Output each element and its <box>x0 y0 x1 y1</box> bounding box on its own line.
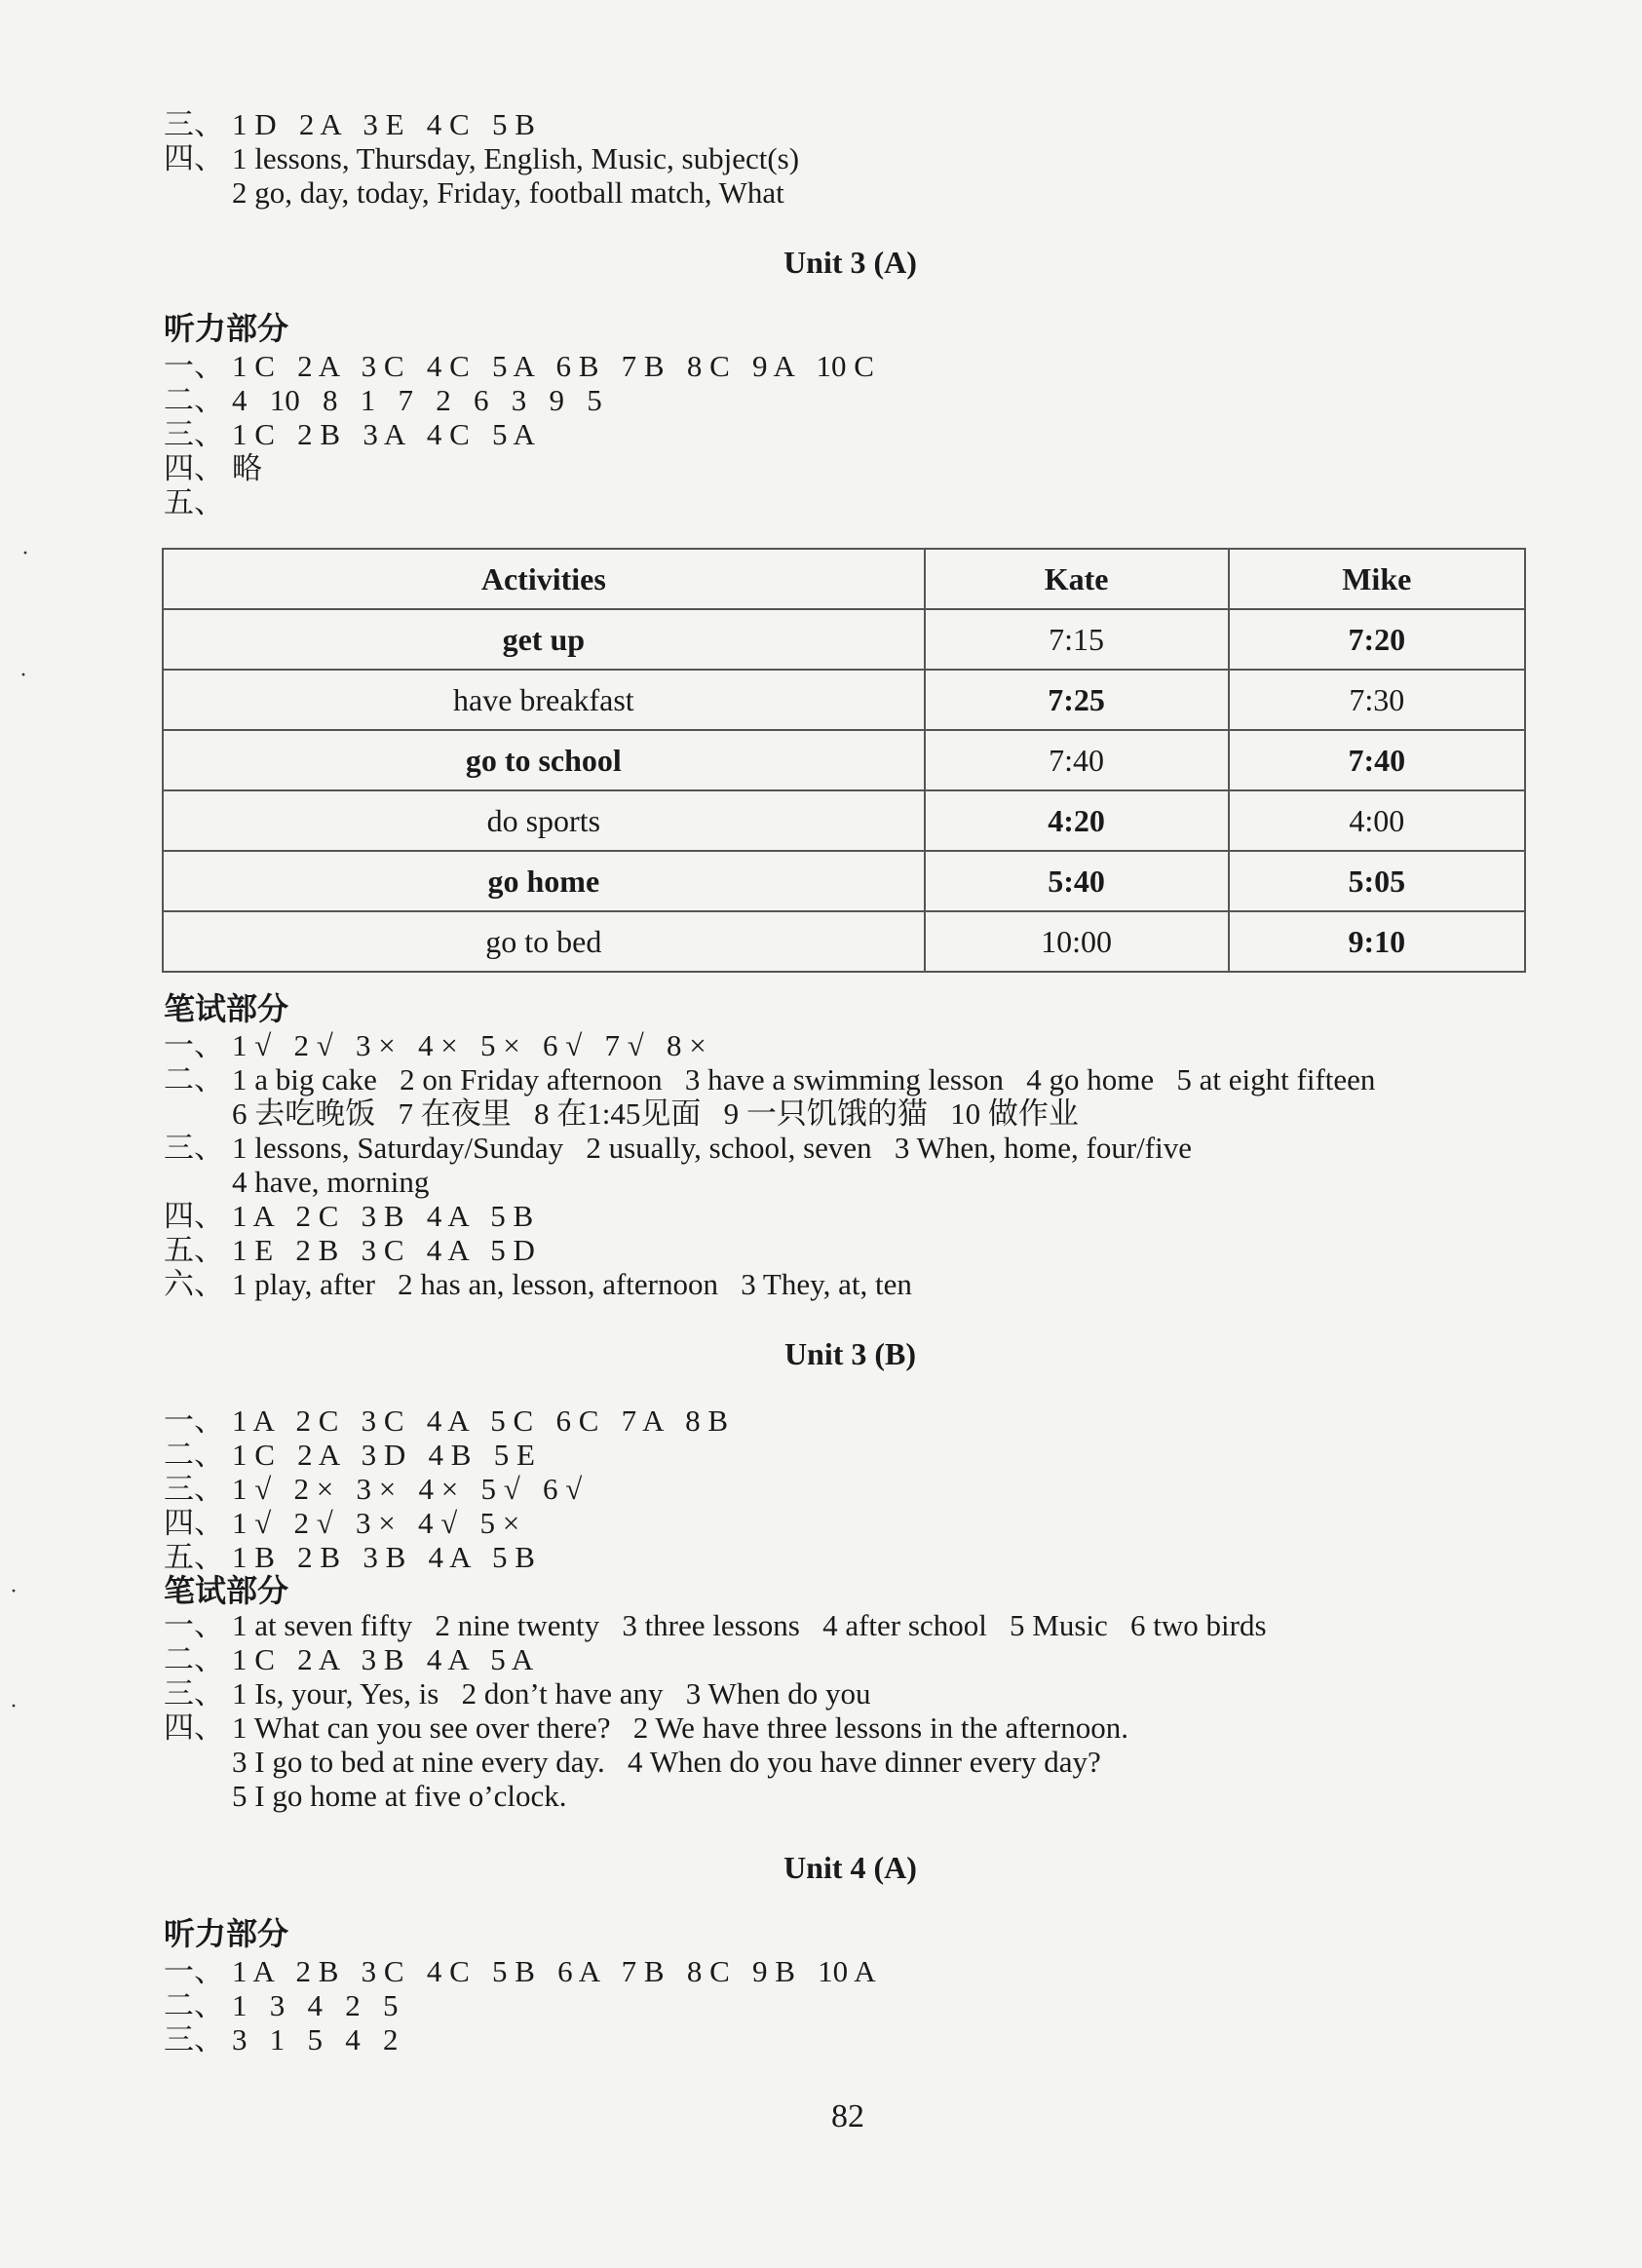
table-cell: 5:05 <box>1229 851 1525 911</box>
answer-line: 三、 3 1 5 4 2 <box>164 2022 399 2057</box>
table-cell: 7:40 <box>1229 730 1525 790</box>
answer-line: 四、 略 <box>164 451 262 485</box>
answer-line: 一、 1 C 2 A 3 C 4 C 5 A 6 B 7 B 8 C 9 A 10 C <box>164 349 874 383</box>
scan-speck: · <box>21 541 29 566</box>
answer-line: 五、 <box>164 485 224 519</box>
table-cell: go home <box>163 851 925 911</box>
table-cell: go to school <box>163 730 925 790</box>
table-row <box>163 730 1525 790</box>
answer-line: 一、 1 A 2 C 3 C 4 A 5 C 6 C 7 A 8 B <box>164 1403 729 1438</box>
table-cell: 7:25 <box>925 670 1229 730</box>
answer-line: 一、 1 √ 2 √ 3 × 4 × 5 × 6 √ 7 √ 8 × <box>164 1028 706 1062</box>
table-row <box>163 790 1525 851</box>
answer-line: 二、 1 a big cake 2 on Friday afternoon 3 have a swimming lesson 4 go home 5 at eight fifteen <box>164 1062 1376 1096</box>
answer-line: 二、 1 C 2 A 3 B 4 A 5 A <box>164 1642 534 1676</box>
table-cell: 7:30 <box>1229 670 1525 730</box>
answer-line: 二、 1 3 4 2 5 <box>164 1988 399 2022</box>
table-cell: do sports <box>163 790 925 851</box>
answer-line: 五、 1 B 2 B 3 B 4 A 5 B <box>164 1540 535 1574</box>
answer-line: 四、 1 What can you see over there? 2 We have three lessons in the afternoon. <box>164 1711 1128 1745</box>
answer-line: 四、 1 √ 2 √ 3 × 4 √ 5 × <box>164 1506 520 1540</box>
table-header: Activities <box>163 549 925 609</box>
unit-title: Unit 3 (A) <box>783 245 917 280</box>
activities-table <box>162 548 1526 973</box>
answer-line: 三、 1 C 2 B 3 A 4 C 5 A <box>164 417 535 451</box>
answer-line: 一、 1 at seven fifty 2 nine twenty 3 three lessons 4 after school 5 Music 6 two birds <box>164 1608 1267 1642</box>
table-row <box>163 851 1525 911</box>
answer-line: 三、 1 Is, your, Yes, is 2 don’t have any 3 When do you <box>164 1676 871 1711</box>
section-label-listening: 听力部分 <box>164 310 289 347</box>
answer-line: 三、 1 D 2 A 3 E 4 C 5 B <box>164 107 535 141</box>
answer-line: 六、 1 play, after 2 has an, lesson, afternoon 3 They, at, ten <box>164 1267 912 1301</box>
answer-line: 5 I go home at five o’clock. <box>232 1779 567 1813</box>
section-label-written: 笔试部分 <box>164 990 289 1027</box>
section-label-written: 笔试部分 <box>164 1572 289 1609</box>
table-row <box>163 911 1525 972</box>
table-cell: go to bed <box>163 911 925 972</box>
answer-line: 一、 1 A 2 B 3 C 4 C 5 B 6 A 7 B 8 C 9 B 10 A <box>164 1954 876 1988</box>
table-cell: 7:20 <box>1229 609 1525 670</box>
answer-line: 三、 1 √ 2 × 3 × 4 × 5 √ 6 √ <box>164 1472 583 1506</box>
table-cell: 10:00 <box>925 911 1229 972</box>
scan-speck: · <box>10 1579 18 1604</box>
scan-speck: · <box>10 1694 18 1719</box>
table-header: Mike <box>1229 549 1525 609</box>
section-label-listening: 听力部分 <box>164 1915 289 1952</box>
unit-title: Unit 4 (A) <box>783 1850 917 1885</box>
page-number: 82 <box>831 2098 864 2134</box>
answer-line: 四、 1 lessons, Thursday, English, Music, subject(s) <box>164 141 800 175</box>
table-header-row <box>163 549 1525 609</box>
table-cell: 5:40 <box>925 851 1229 911</box>
table-cell: have breakfast <box>163 670 925 730</box>
table-cell: 9:10 <box>1229 911 1525 972</box>
answer-line: 三、 1 lessons, Saturday/Sunday 2 usually, school, seven 3 When, home, four/five <box>164 1131 1192 1165</box>
table-cell: 4:20 <box>925 790 1229 851</box>
table-row <box>163 670 1525 730</box>
table-cell: 4:00 <box>1229 790 1525 851</box>
table-cell: get up <box>163 609 925 670</box>
answer-line: 二、 1 C 2 A 3 D 4 B 5 E <box>164 1438 535 1472</box>
table-cell: 7:15 <box>925 609 1229 670</box>
answer-line: 二、 4 10 8 1 7 2 6 3 9 5 <box>164 383 602 417</box>
answer-line: 五、 1 E 2 B 3 C 4 A 5 D <box>164 1233 535 1267</box>
answer-line: 6 去吃晚饭 7 在夜里 8 在1:45见面 9 一只饥饿的猫 10 做作业 <box>232 1096 1079 1131</box>
answer-line: 2 go, day, today, Friday, football match, What <box>232 175 784 210</box>
table-cell: 7:40 <box>925 730 1229 790</box>
scan-speck: · <box>19 663 27 688</box>
answer-line: 四、 1 A 2 C 3 B 4 A 5 B <box>164 1199 534 1233</box>
unit-title: Unit 3 (B) <box>783 1336 917 1371</box>
answer-line: 3 I go to bed at nine every day. 4 When do you have dinner every day? <box>232 1745 1101 1779</box>
table-header: Kate <box>925 549 1229 609</box>
answer-line: 4 have, morning <box>232 1165 430 1199</box>
table-row <box>163 609 1525 670</box>
